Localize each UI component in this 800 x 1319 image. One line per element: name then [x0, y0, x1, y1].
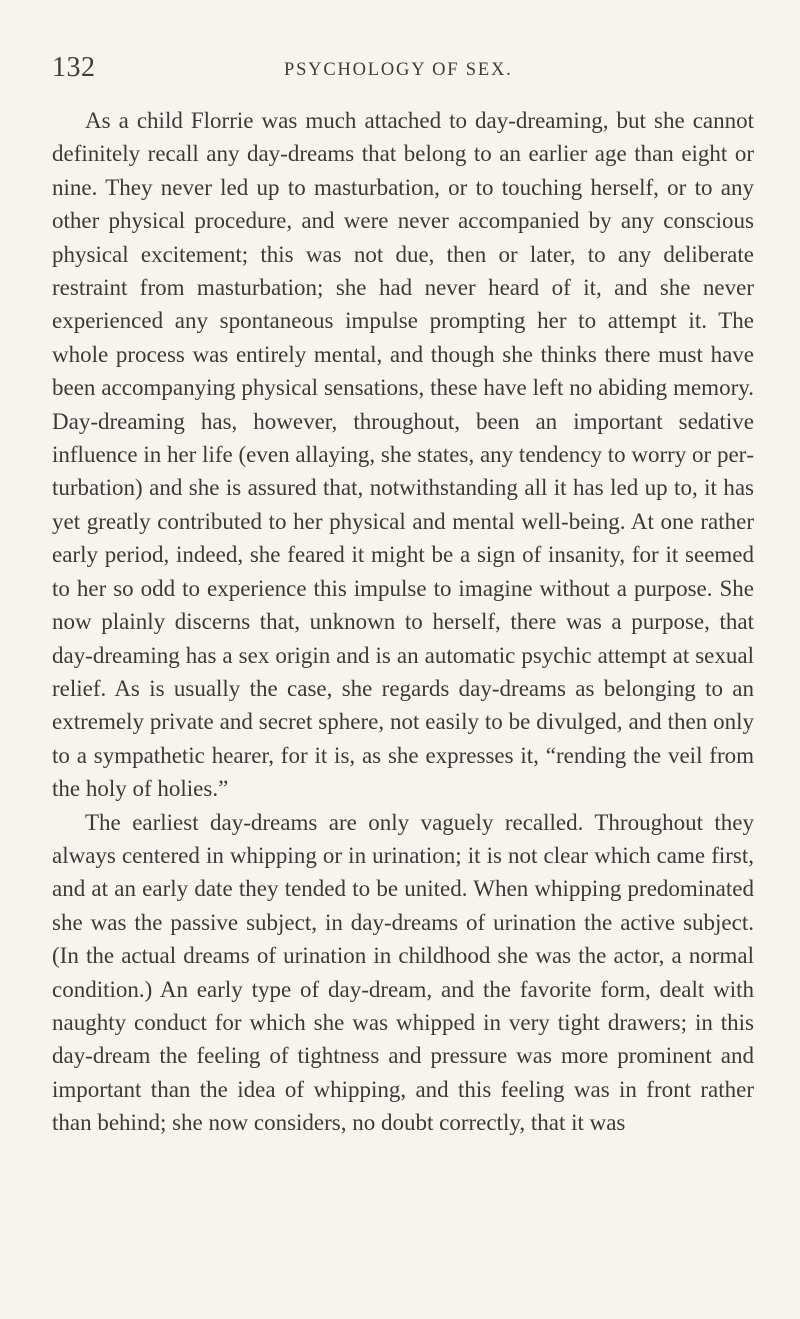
running-title: PSYCHOLOGY OF SEX.	[284, 60, 513, 80]
page-number: 132	[52, 52, 96, 83]
paragraph: As a child Florrie was much attached to day-dreaming, but she cannot definitely recall any day-dreams that belong to an earlier age than eight or nine. They never led up to masturbation, or to touching herself, or to any other physical procedure, and were never accompanied by any conscious physical excitement; this was not due, then or later, to any deliberate restraint from masturbation; she had never heard of it, and she never experienced any spontaneous impulse prompting her to attempt it. The whole process was entirely mental, and though she thinks there must have been accompanying physical sensations, these have left no abiding memory. Day-dreaming has, however, throughout, been an important sedative influence in her life (even allaying, she states, any tendency to worry or perturbation) and she is assured that, notwithstanding all it has led up to, it has yet greatly contributed to her physical and mental well-being. At one rather early period, indeed, she feared it might be a sign of insanity, for it seemed to her so odd to experience this impulse to imagine without a purpose. She now plainly discerns that, unknown to herself, there was a purpose, that day-dreaming has a sex origin and is an automatic psychic attempt at sexual relief. As is usually the case, she regards day-dreams as belonging to an extremely private and secret sphere, not easily to be divulged, and then only to a sympathetic hearer, for it is, as she expresses it, “rending the veil from the holy of holies.”	[52, 108, 754, 802]
paragraph: The earliest day-dreams are only vaguely recalled. Throughout they always centered in whipping or in urination; it is not clear which came first, and at an early date they tended to be united. When whipping predominated she was the passive subject, in day-dreams of urination the active subject. (In the actual dreams of urination in childhood she was the actor, a normal condition.) An early type of day-dream, and the favorite form, dealt with naughty conduct for which she was whipped in very tight drawers; in this day-dream the feeling of tightness and pressure was more prominent and important than the idea of whipping, and this feeling was in front rather than behind; she now considers, no doubt correctly, that it was	[52, 809, 754, 1136]
body-text	[52, 104, 754, 1140]
page-header	[52, 52, 752, 92]
